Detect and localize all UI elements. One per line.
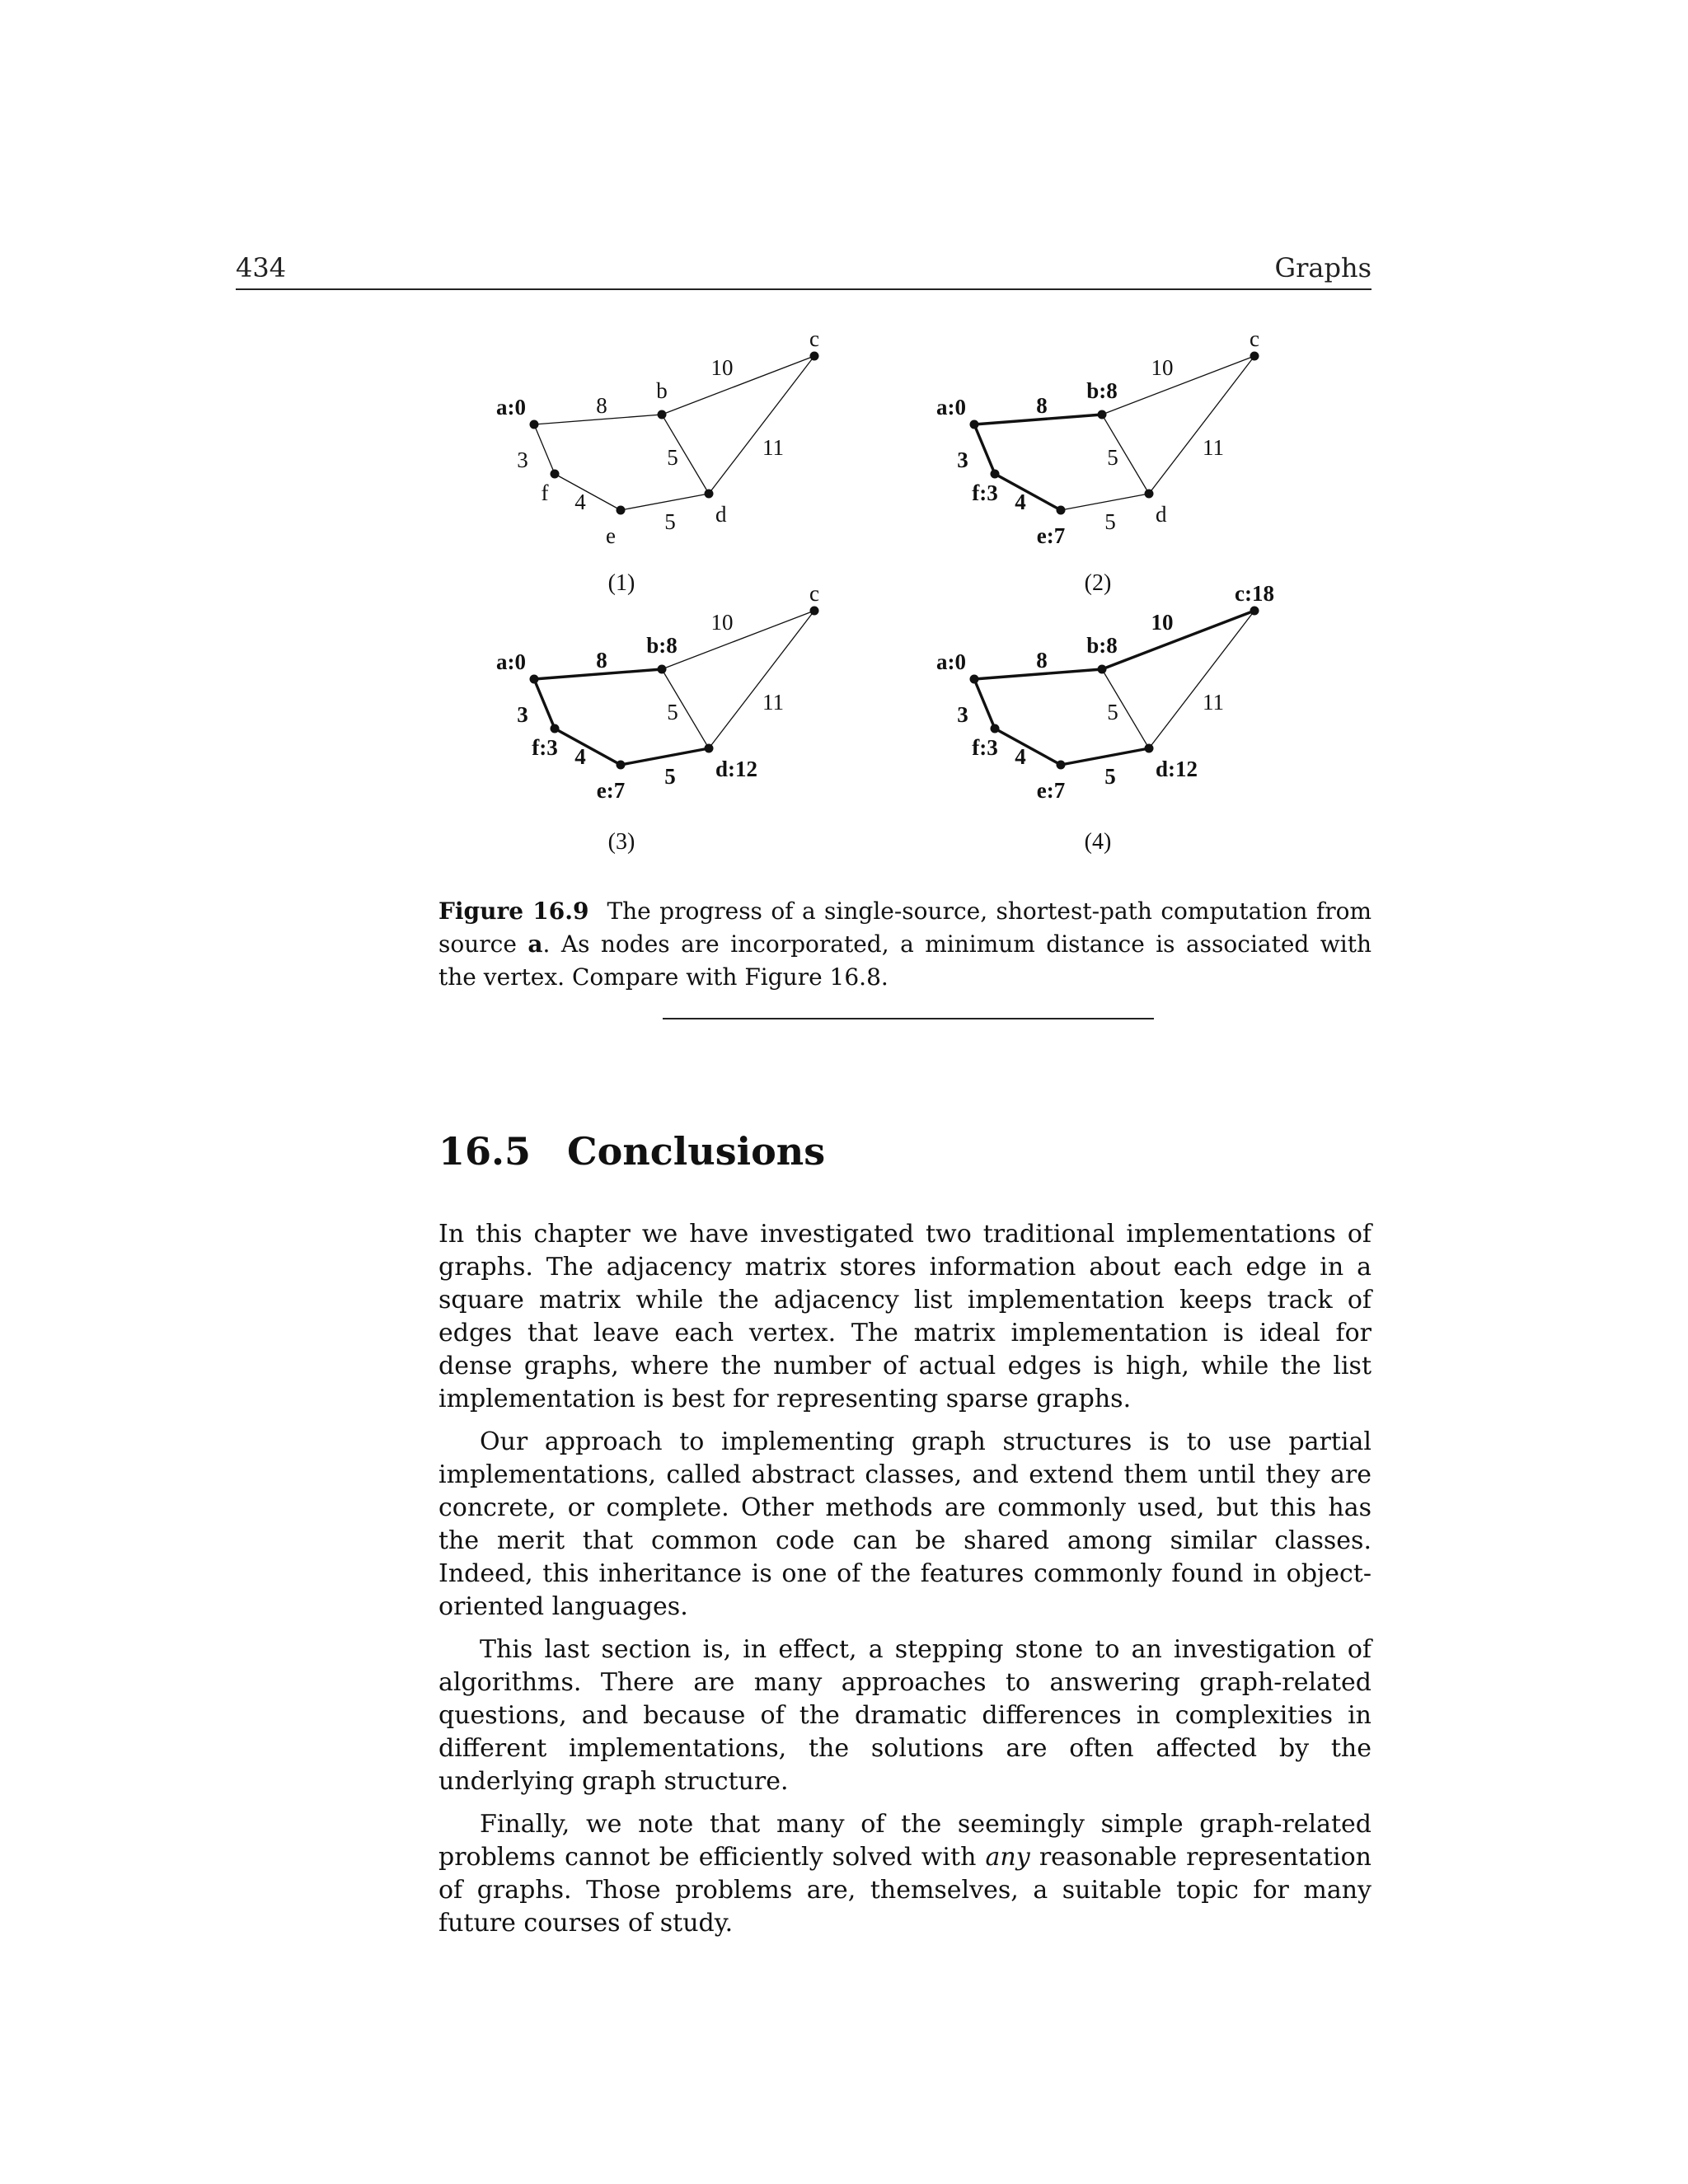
vertex-e (617, 506, 626, 515)
vertex-label-b: b:8 (1086, 633, 1118, 658)
vertex-label-f: f (541, 480, 549, 505)
page-number: 434 (236, 252, 287, 284)
vertex-label-f: f:3 (972, 480, 998, 505)
vertex-label-d: d (715, 502, 727, 527)
edge-label-ab: 8 (1036, 393, 1048, 418)
edge-ed (621, 748, 709, 765)
vertex-label-b: b (656, 378, 668, 403)
edge-af (974, 679, 995, 729)
vertex-label-f: f:3 (972, 735, 998, 760)
vertex-label-a: a:0 (936, 395, 966, 419)
vertex-label-c: c:18 (1235, 581, 1274, 606)
edge-fe (555, 729, 621, 765)
edge-ed (1061, 748, 1149, 765)
section-heading (438, 1129, 825, 1174)
edge-fe (995, 729, 1061, 765)
vertex-b (1098, 410, 1107, 419)
vertex-label-c: c (809, 581, 819, 606)
edge-label-bc: 10 (1151, 355, 1174, 380)
vertex-label-c: c (809, 326, 819, 351)
running-section-title: Graphs (1274, 252, 1372, 284)
graph-panel-3 (496, 581, 819, 803)
paragraph-2: Our approach to implementing graph structures is to use partial implementations, called abstract classes, and extend them until they are concrete, or complete. Other methods are commonly used, but this has the merit that common code can be shared among similar classes. Indeed, this inheritance is one of the features commonly found in object-oriented languages. (438, 1427, 1372, 1621)
vertex-label-a: a:0 (936, 649, 966, 674)
figure-16-9-graphs (0, 0, 1688, 907)
vertex-label-d: d (1156, 502, 1167, 527)
edge-label-fe: 4 (1015, 490, 1026, 514)
caption-source-vertex: a (528, 930, 543, 958)
vertex-a (530, 675, 539, 684)
edge-label-af: 3 (517, 702, 528, 727)
vertex-b (658, 665, 667, 674)
graph-panel-2 (936, 326, 1259, 548)
vertex-label-c: c (1250, 326, 1259, 351)
section-title: Conclusions (567, 1129, 826, 1174)
vertex-label-a: a:0 (496, 649, 526, 674)
edge-label-af: 3 (517, 448, 528, 472)
edge-ed (621, 494, 709, 510)
caption-text-before: The progress of a single-source, shortest-path computation from source (438, 898, 1372, 958)
vertex-label-e: e (606, 523, 616, 548)
edge-label-bd: 5 (1107, 700, 1118, 724)
edge-label-cd: 11 (1203, 690, 1224, 715)
graph-panel-1 (496, 326, 819, 548)
figure-label: Figure 16.9 (438, 898, 589, 925)
paragraph-1: In this chapter we have investigated two traditional implementations of graphs. The adjacency matrix stores information about each edge in a square matrix while the adjacency list implementation keeps track of edges that leave each vertex. The matrix implementation is ideal for dense graphs, where the number of actual edges is high, while the list implementation is best for representing sparse graphs. (438, 1220, 1372, 1413)
edge-label-cd: 11 (1203, 435, 1224, 460)
caption-text-after: . As nodes are incorporated, a minimum distance is associated with the vertex. Compare with Figure 16.8. (438, 930, 1372, 991)
edge-label-ed: 5 (1104, 509, 1116, 534)
vertex-label-e: e:7 (1036, 778, 1066, 803)
vertex-d (705, 744, 714, 753)
edge-label-bd: 5 (1107, 445, 1118, 470)
vertex-a (970, 675, 979, 684)
vertex-d (1145, 490, 1154, 499)
vertex-e (617, 761, 626, 770)
edge-label-af: 3 (957, 702, 968, 727)
vertex-label-d: d:12 (1156, 757, 1198, 781)
edge-label-bd: 5 (667, 700, 678, 724)
vertex-c (810, 352, 819, 361)
vertex-e (1057, 506, 1066, 515)
edge-label-ab: 8 (1036, 648, 1048, 673)
vertex-f (991, 724, 1000, 733)
vertex-label-a: a:0 (496, 395, 526, 419)
vertex-d (705, 490, 714, 499)
section-body (438, 1218, 1372, 1950)
edge-label-bc: 10 (710, 355, 734, 380)
edge-label-fe: 4 (574, 490, 586, 514)
vertex-a (970, 420, 979, 429)
panel-subcaption-3: (3) (607, 829, 635, 855)
edge-af (974, 424, 995, 474)
edge-ed (1061, 494, 1149, 510)
vertex-label-e: e:7 (1036, 523, 1066, 548)
paragraph-4-emphasis: any (985, 1843, 1030, 1872)
paragraph-4-text-after: reasonable representation of graphs. Those problems are, themselves, a suitable topic for many future courses of study. (438, 1843, 1372, 1938)
figure-end-rule (663, 1018, 1154, 1019)
figure-caption (438, 895, 1372, 994)
edge-af (534, 424, 555, 474)
panel-subcaption-2: (2) (1084, 570, 1112, 596)
vertex-f (551, 724, 560, 733)
vertex-f (551, 470, 560, 479)
edge-label-fe: 4 (574, 744, 586, 769)
edge-label-ed: 5 (1104, 764, 1116, 789)
vertex-label-e: e:7 (596, 778, 626, 803)
vertex-c (1250, 352, 1259, 361)
section-number: 16.5 (438, 1129, 532, 1174)
vertex-f (991, 470, 1000, 479)
vertex-c (810, 607, 819, 616)
vertex-b (1098, 665, 1107, 674)
edge-af (534, 679, 555, 729)
vertex-label-b: b:8 (646, 633, 678, 658)
edge-label-cd: 11 (762, 690, 784, 715)
panel-subcaption-1: (1) (607, 570, 635, 596)
vertex-e (1057, 761, 1066, 770)
edge-label-ed: 5 (664, 764, 676, 789)
edge-fe (995, 474, 1061, 510)
edge-label-bc: 10 (710, 610, 734, 635)
edge-label-ab: 8 (596, 648, 607, 673)
edge-label-bc: 10 (1151, 610, 1174, 635)
graph-panel-4 (936, 581, 1274, 803)
paragraph-4 (438, 1808, 1372, 1940)
vertex-a (530, 420, 539, 429)
edge-label-bd: 5 (667, 445, 678, 470)
edge-label-af: 3 (957, 448, 968, 472)
vertex-d (1145, 744, 1154, 753)
panel-subcaption-4: (4) (1084, 829, 1112, 855)
paragraph-4-text-before: Finally, we note that many of the seemingly simple graph-related problems cannot be efficiently solved with (438, 1810, 1372, 1872)
edge-fe (555, 474, 621, 510)
vertex-label-d: d:12 (715, 757, 758, 781)
edge-label-cd: 11 (762, 435, 784, 460)
edge-label-fe: 4 (1015, 744, 1026, 769)
vertex-b (658, 410, 667, 419)
vertex-label-f: f:3 (532, 735, 558, 760)
vertex-c (1250, 607, 1259, 616)
vertex-label-b: b:8 (1086, 378, 1118, 403)
paragraph-3: This last section is, in effect, a stepping stone to an investigation of algorithms. There are many approaches to answering graph-related questions, and because of the dramatic differences in complexities in different implementations, the solutions are often affected by the underlying graph structure. (438, 1635, 1372, 1796)
edge-label-ab: 8 (596, 393, 607, 418)
edge-label-ed: 5 (664, 509, 676, 534)
